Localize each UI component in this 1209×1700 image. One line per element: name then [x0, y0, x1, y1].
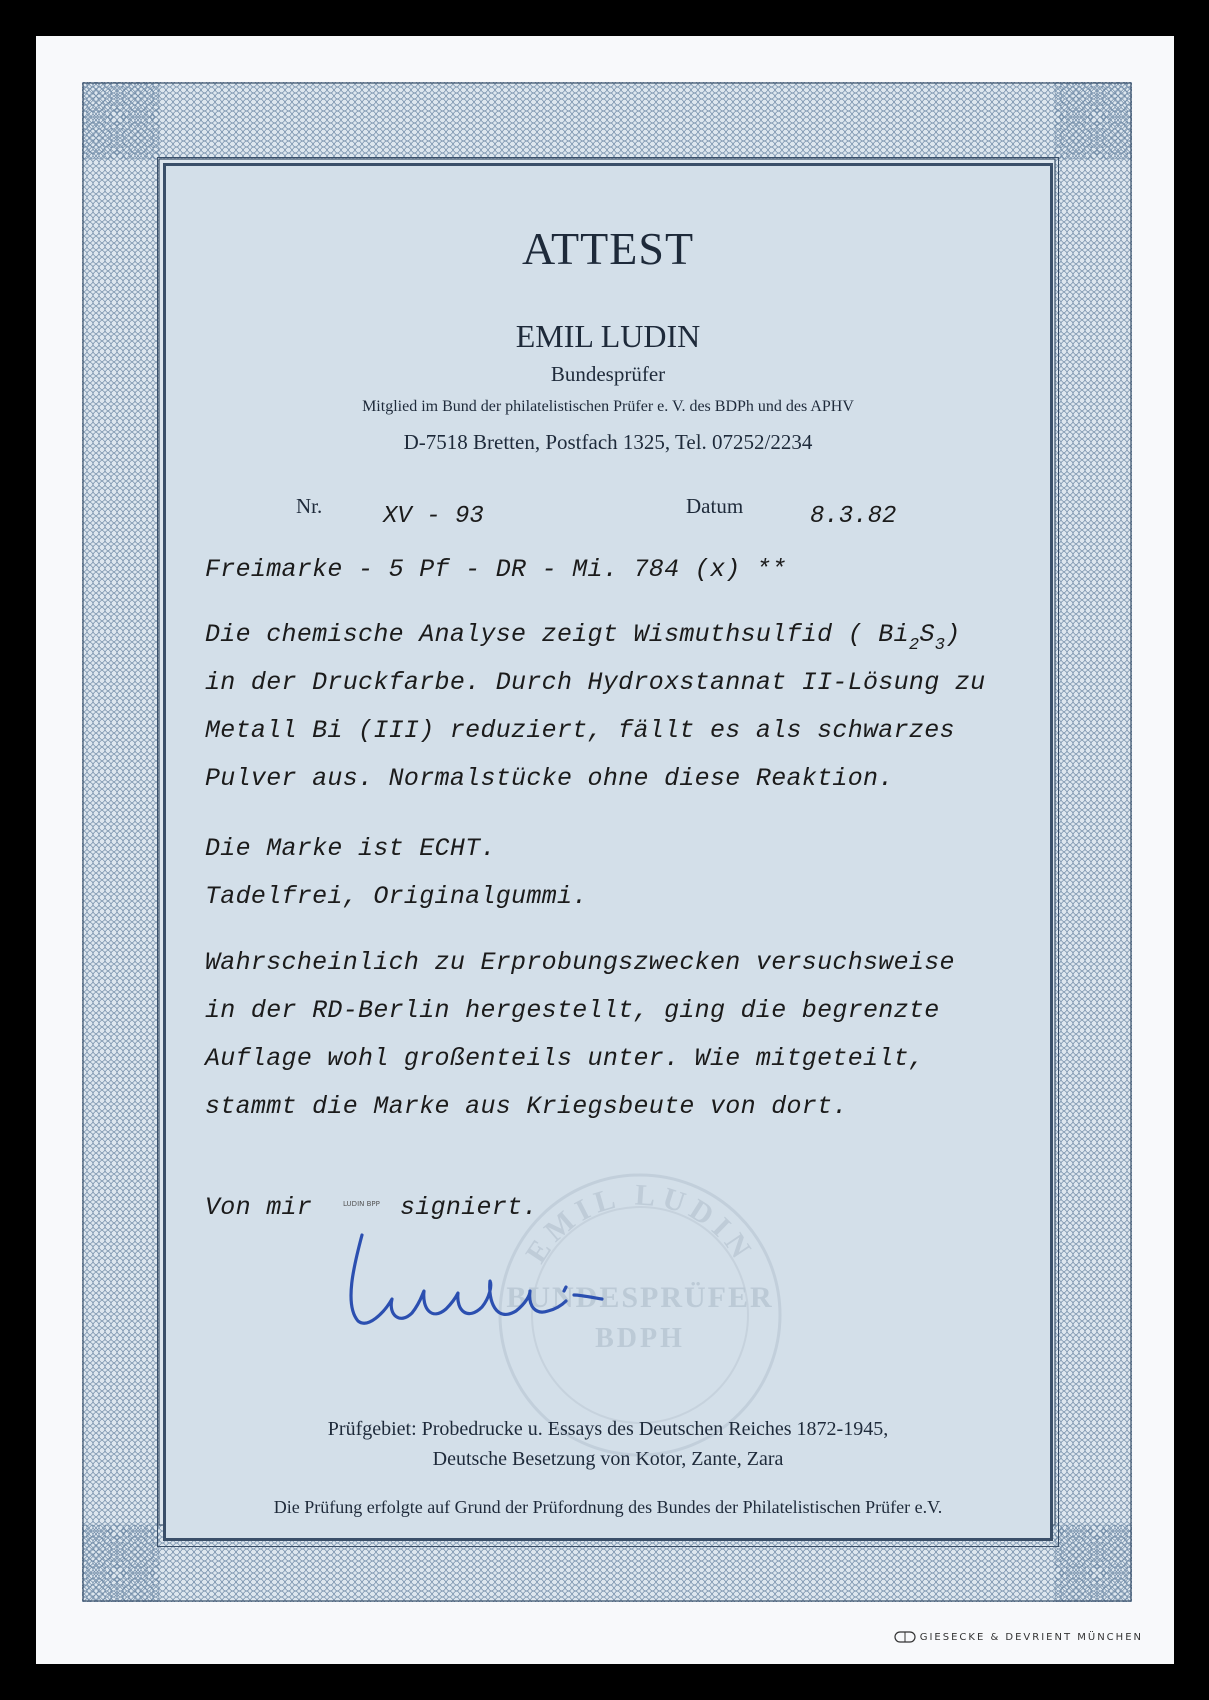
address-line: D-7518 Bretten, Postfach 1325, Tel. 07252/2234 — [403, 430, 813, 454]
number-label: Nr. — [296, 494, 323, 518]
verdict-line-1: Die Marke ist ECHT. — [205, 834, 496, 863]
gd-logo-icon — [894, 1631, 916, 1643]
analysis-line-1 — [205, 620, 961, 655]
seal-bottom-text: BDPH — [595, 1323, 685, 1354]
analysis-line-2: in der Druckfarbe. Durch Hydroxstannat II-Lösung zu — [205, 668, 986, 697]
seal-top-text: EMIL LUDIN — [519, 1178, 761, 1269]
stamp-description: Freimarke - 5 Pf - DR - Mi. 784 (x) ** — [205, 555, 787, 584]
date-label: Datum — [686, 494, 744, 518]
handwritten-signature — [340, 1225, 640, 1335]
seal-middle-text: BUNDESPRÜFER — [506, 1281, 774, 1314]
signed-prefix: Von mir — [205, 1193, 313, 1222]
note-line-2: in der RD-Berlin hergestellt, ging die begrenzte — [205, 996, 940, 1025]
note-line-3: Auflage wohl großenteils unter. Wie mitgeteilt, — [205, 1044, 925, 1073]
examiner-name: EMIL LUDIN — [515, 318, 701, 354]
verdict-line-2: Tadelfrei, Originalgummi. — [205, 882, 588, 911]
date-value: 8.3.82 — [810, 503, 897, 530]
analysis-subscript-2: 3 — [934, 636, 946, 655]
membership-line: Mitglied im Bund der philatelistischen Prüfer e. V. des BDPh und des APHV — [362, 398, 854, 415]
analysis-prefix: Die chemische Analyse zeigt Wismuthsulfid ( Bi — [205, 620, 909, 649]
analysis-s: S — [919, 620, 935, 649]
signed-suffix: signiert. — [400, 1193, 538, 1222]
examination-field-line-1: Prüfgebiet: Probedrucke u. Essays des Deutschen Reiches 1872-1945, — [327, 1418, 889, 1440]
number-value: XV - 93 — [383, 503, 484, 530]
note-line-4: stammt die Marke aus Kriegsbeute von dort. — [205, 1092, 848, 1121]
analysis-subscript-1: 2 — [908, 636, 920, 655]
examiner-role: Bundesprüfer — [550, 362, 666, 386]
examination-field-line-2: Deutsche Besetzung von Kotor, Zante, Zara — [432, 1448, 784, 1470]
analysis-suffix: ) — [945, 620, 961, 649]
note-line-1: Wahrscheinlich zu Erprobungszwecken versuchsweise — [205, 948, 955, 977]
analysis-line-3: Metall Bi (III) reduziert, fällt es als schwarzes — [205, 716, 955, 745]
regulation-line: Die Prüfung erfolgte auf Grund der Prüfordnung des Bundes der Philatelistischen Prüfer e.V. — [273, 1497, 943, 1517]
mini-examiner-stamp — [341, 1196, 391, 1210]
certificate-title: ATTEST — [521, 223, 695, 274]
mini-stamp-text: LUDIN BPP — [343, 1200, 380, 1208]
analysis-line-4: Pulver aus. Normalstücke ohne diese Reaktion. — [205, 764, 894, 793]
manufacturer-name: GIESECKE & DEVRIENT MÜNCHEN — [919, 1632, 1143, 1643]
manufacturer-imprint — [894, 1631, 1143, 1643]
